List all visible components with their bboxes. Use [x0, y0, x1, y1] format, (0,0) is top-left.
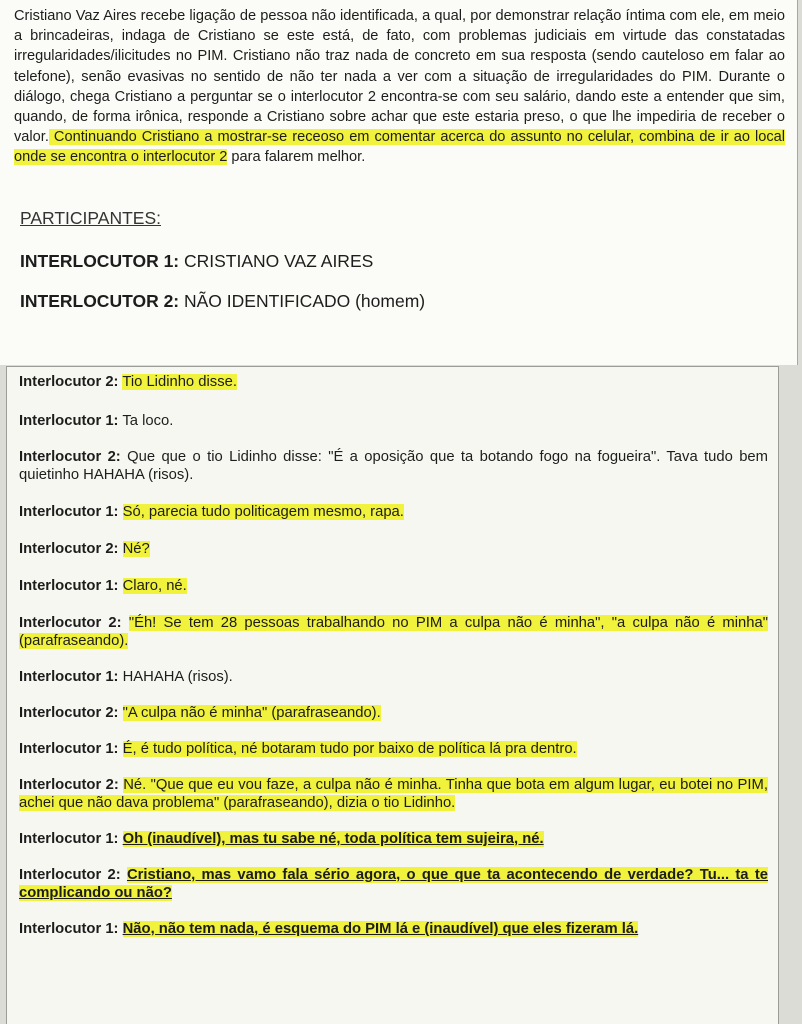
speaker-label: Interlocutor 1:	[19, 831, 119, 847]
dialogue-line	[19, 920, 768, 938]
participant-2-name: NÃO IDENTIFICADO (homem)	[179, 290, 426, 311]
dialogue-text: Claro, né.	[122, 578, 187, 594]
speaker-label: Interlocutor 1:	[19, 413, 119, 429]
dialogue-line	[19, 668, 768, 686]
dialogue-line	[19, 412, 768, 430]
summary-text: Cristiano Vaz Aires recebe ligação de pessoa não identificada, a qual, por demonstrar relação íntima com ele, em meio a brincadeiras, indaga de Cristiano se este está, de fato, com problemas judiciais em virtude das constatadas irregularidades/ilicitudes no PIM. Cristiano não traz nada de concreto em sua resposta (sendo cauteloso em falar ao telefone), senão evasivas no sentido de não ter nada a ver com a situação de irregularidades do PIM. Durante o diálogo, chega Cristiano a perguntar se o interlocutor 2 encontra-se com seu salário, dando este a entender que sim, quando, de forma irônica, responde a Cristiano sobre achar que este estaria preso, o que lhe impediria de receber o valor.	[14, 8, 785, 146]
speaker-label: Interlocutor 2:	[19, 705, 119, 721]
dialogue-text: É, é tudo política, né botaram tudo por baixo de política lá pra dentro.	[122, 741, 577, 757]
dialogue-line	[19, 373, 768, 391]
transcript-page	[6, 366, 779, 1024]
speaker-label: Interlocutor 2:	[19, 615, 122, 631]
participant-2-label: INTERLOCUTOR 2:	[20, 290, 180, 311]
dialogue-text: Né?	[122, 541, 150, 557]
speaker-label: Interlocutor 2:	[19, 541, 119, 557]
dialogue-text: Só, parecia tudo politicagem mesmo, rapa.	[122, 504, 404, 520]
dialogue-line	[19, 866, 768, 902]
speaker-label: Interlocutor 1:	[19, 578, 119, 594]
speaker-label: Interlocutor 1:	[19, 921, 119, 937]
summary-page	[0, 0, 798, 365]
dialogue-text: Tio Lidinho disse.	[122, 374, 237, 390]
speaker-label: Interlocutor 2:	[19, 867, 121, 883]
speaker-label: Interlocutor 2:	[19, 449, 121, 465]
dialogue-text: Cristiano, mas vamo fala sério agora, o que que ta acontecendo de verdade? Tu... ta te complicando ou não?	[19, 867, 768, 901]
participant-1-name: CRISTIANO VAZ AIRES	[179, 250, 374, 271]
dialogue-line	[19, 830, 768, 848]
dialogue-text: Oh (inaudível), mas tu sabe né, toda política tem sujeira, né.	[122, 831, 544, 847]
dialogue-line	[19, 776, 768, 812]
participants-title: PARTICIPANTES:	[20, 207, 161, 228]
dialogue-text: Que que o tio Lidinho disse: "É a oposição que ta botando fogo na fogueira". Tava tudo bem quietinho HAHAHA (risos).	[19, 449, 768, 483]
participant-2	[20, 291, 785, 312]
speaker-label: Interlocutor 1:	[19, 504, 119, 520]
participant-1-label: INTERLOCUTOR 1:	[20, 250, 180, 271]
dialogue-line	[19, 614, 768, 650]
dialogue-text: "Éh! Se tem 28 pessoas trabalhando no PIM a culpa não é minha", "a culpa não é minha" (parafraseando).	[19, 615, 768, 649]
speaker-label: Interlocutor 1:	[19, 669, 119, 685]
dialogue-text: Não, não tem nada, é esquema do PIM lá e (inaudível) que eles fizeram lá.	[122, 921, 639, 937]
dialogue-line	[19, 448, 768, 484]
dialogue-text: HAHAHA (risos).	[122, 669, 233, 685]
dialogue-line	[19, 503, 768, 521]
dialogue-text: "A culpa não é minha" (parafraseando).	[122, 705, 381, 721]
speaker-label: Interlocutor 2:	[19, 374, 119, 390]
dialogue-text: Ta loco.	[122, 413, 174, 429]
speaker-label: Interlocutor 1:	[19, 741, 119, 757]
dialogue-line	[19, 540, 768, 558]
dialogue-line	[19, 577, 768, 595]
speaker-label: Interlocutor 2:	[19, 777, 119, 793]
summary-highlighted-text: Continuando Cristiano a mostrar-se receoso em comentar acerca do assunto no celular, combina de ir ao local onde se encontra o interlocutor 2	[14, 129, 785, 166]
dialogue-line	[19, 740, 768, 758]
summary-tail-text: para falarem melhor.	[227, 149, 366, 166]
participant-1	[20, 251, 785, 272]
summary-paragraph	[14, 6, 785, 168]
dialogue-line	[19, 704, 768, 722]
dialogue-text: Né. "Que que eu vou faze, a culpa não é minha. Tinha que bota em algum lugar, eu botei no PIM, achei que não dava problema" (parafraseando), dizia o tio Lidinho.	[19, 777, 768, 811]
